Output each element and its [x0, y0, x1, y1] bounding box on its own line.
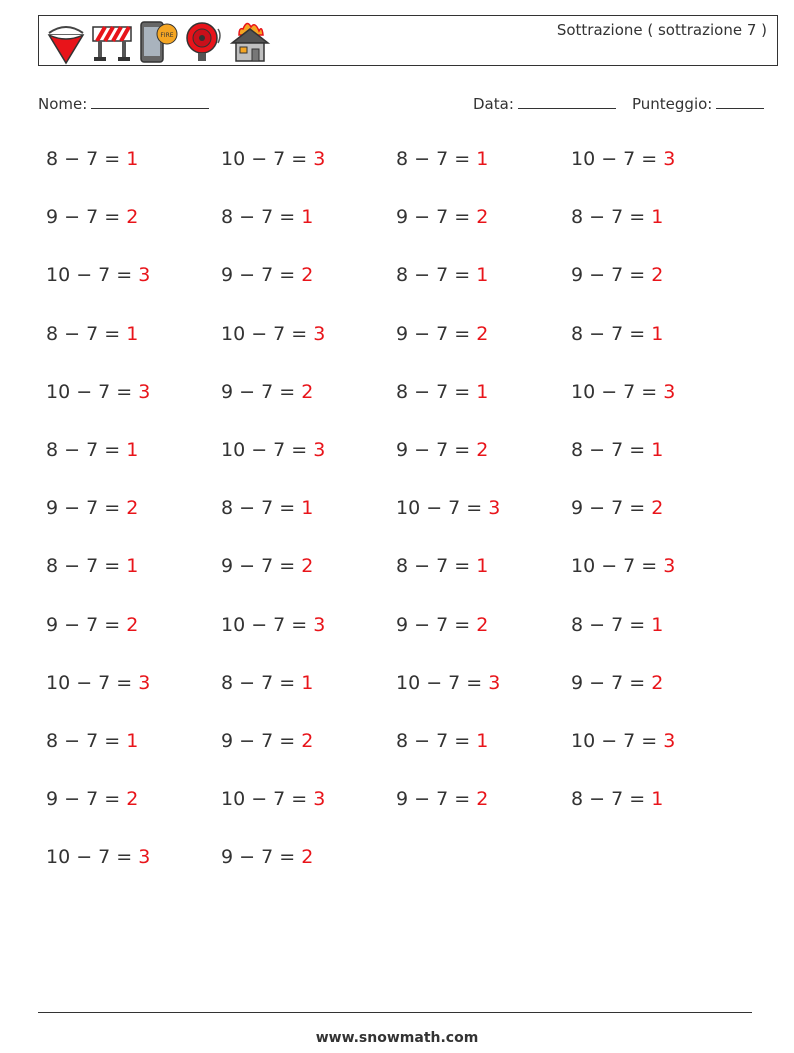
problem-answer: 2 [476, 614, 489, 636]
problem-item [221, 206, 313, 228]
problem-item [396, 381, 488, 403]
problem-answer: 1 [476, 555, 489, 577]
problem-question: 9 − 7 = [221, 381, 296, 403]
worksheet-title: Sottrazione ( sottrazione 7 ) [556, 21, 767, 39]
problem-question: 10 − 7 = [571, 555, 658, 577]
problem-answer: 3 [313, 614, 326, 636]
problem-answer: 1 [301, 206, 314, 228]
problem-question: 8 − 7 = [396, 555, 471, 577]
name-field [38, 94, 209, 113]
problem-question: 10 − 7 = [46, 264, 133, 286]
problem-question: 10 − 7 = [571, 148, 658, 170]
problem-answer: 1 [651, 206, 664, 228]
problem-question: 8 − 7 = [396, 264, 471, 286]
problem-item [46, 381, 150, 403]
problem-item [396, 730, 488, 752]
problem-item [396, 555, 488, 577]
problem-question: 10 − 7 = [396, 497, 483, 519]
problem-question: 8 − 7 = [221, 206, 296, 228]
problem-item [46, 788, 138, 810]
problem-answer: 2 [126, 497, 139, 519]
problem-question: 10 − 7 = [46, 672, 133, 694]
problem-answer: 3 [313, 788, 326, 810]
problem-item [571, 730, 675, 752]
problem-answer: 3 [663, 555, 676, 577]
problem-question: 8 − 7 = [46, 439, 121, 461]
problem-item [46, 264, 150, 286]
problem-item [571, 381, 675, 403]
problem-item [571, 672, 663, 694]
problem-question: 8 − 7 = [571, 206, 646, 228]
header-icons [45, 19, 271, 65]
problem-item [571, 497, 663, 519]
problem-question: 9 − 7 = [46, 206, 121, 228]
phone-badge-text: FIRE [160, 32, 174, 39]
problem-answer: 1 [651, 788, 664, 810]
problem-answer: 1 [126, 555, 139, 577]
problem-answer: 2 [126, 614, 139, 636]
problem-item [396, 788, 488, 810]
problem-question: 8 − 7 = [396, 148, 471, 170]
problem-answer: 1 [301, 672, 314, 694]
problem-question: 9 − 7 = [571, 672, 646, 694]
problem-answer: 1 [651, 614, 664, 636]
problem-question: 8 − 7 = [46, 148, 121, 170]
problem-answer: 2 [476, 788, 489, 810]
problem-answer: 3 [663, 730, 676, 752]
problem-item [46, 323, 138, 345]
problem-item [46, 439, 138, 461]
problem-answer: 1 [126, 148, 139, 170]
problem-item [571, 323, 663, 345]
phone-fire-alert-icon [137, 19, 179, 65]
problem-item [396, 439, 488, 461]
problem-answer: 3 [663, 148, 676, 170]
problem-answer: 1 [126, 730, 139, 752]
problem-question: 9 − 7 = [396, 614, 471, 636]
problem-question: 9 − 7 = [46, 614, 121, 636]
problem-question: 8 − 7 = [571, 439, 646, 461]
problem-answer: 2 [476, 206, 489, 228]
problem-item [46, 846, 150, 868]
problem-question: 8 − 7 = [396, 730, 471, 752]
problem-answer: 3 [663, 381, 676, 403]
problem-item [46, 497, 138, 519]
problem-answer: 3 [313, 323, 326, 345]
problem-item [396, 614, 488, 636]
problem-answer: 1 [476, 381, 489, 403]
problem-question: 10 − 7 = [46, 846, 133, 868]
problem-item [396, 323, 488, 345]
problem-item [396, 148, 488, 170]
problem-item [46, 672, 150, 694]
problem-answer: 3 [488, 497, 501, 519]
problem-question: 10 − 7 = [221, 439, 308, 461]
problem-item [46, 555, 138, 577]
problem-question: 8 − 7 = [221, 672, 296, 694]
problem-item [221, 439, 325, 461]
problem-question: 8 − 7 = [221, 497, 296, 519]
problem-question: 10 − 7 = [571, 381, 658, 403]
problem-answer: 3 [138, 264, 151, 286]
problem-answer: 3 [313, 439, 326, 461]
problem-answer: 3 [488, 672, 501, 694]
date-field [473, 94, 616, 113]
problem-answer: 1 [651, 323, 664, 345]
problem-question: 10 − 7 = [46, 381, 133, 403]
date-label: Data: [473, 95, 514, 113]
problem-answer: 2 [126, 788, 139, 810]
worksheet-header [38, 15, 778, 66]
problem-answer: 2 [476, 439, 489, 461]
problem-item [221, 788, 325, 810]
problem-item [571, 264, 663, 286]
problem-question: 9 − 7 = [571, 497, 646, 519]
problem-question: 10 − 7 = [396, 672, 483, 694]
problem-answer: 2 [126, 206, 139, 228]
problem-answer: 1 [476, 730, 489, 752]
road-barrier-icon [91, 19, 133, 65]
problem-question: 10 − 7 = [221, 148, 308, 170]
problem-item [46, 148, 138, 170]
problem-question: 9 − 7 = [46, 788, 121, 810]
problem-item [571, 788, 663, 810]
problem-question: 10 − 7 = [571, 730, 658, 752]
problem-answer: 3 [138, 846, 151, 868]
score-field [632, 94, 764, 113]
date-blank [518, 94, 616, 109]
score-label: Punteggio: [632, 95, 713, 113]
problem-question: 9 − 7 = [221, 846, 296, 868]
problem-question: 10 − 7 = [221, 788, 308, 810]
problem-item [221, 148, 325, 170]
problem-item [221, 381, 313, 403]
problem-item [46, 206, 138, 228]
problem-item [221, 323, 325, 345]
problem-answer: 2 [651, 672, 664, 694]
problem-answer: 3 [313, 148, 326, 170]
problem-answer: 2 [301, 555, 314, 577]
footer-divider [38, 1012, 752, 1013]
problem-question: 8 − 7 = [571, 323, 646, 345]
problem-answer: 2 [301, 264, 314, 286]
problem-question: 9 − 7 = [571, 264, 646, 286]
score-blank [716, 94, 764, 109]
problem-item [396, 672, 500, 694]
problem-answer: 1 [126, 323, 139, 345]
name-label: Nome: [38, 95, 88, 113]
problem-item [396, 206, 488, 228]
problem-item [221, 555, 313, 577]
problem-question: 9 − 7 = [396, 788, 471, 810]
problem-item [46, 614, 138, 636]
problem-item [571, 555, 675, 577]
name-blank [91, 94, 209, 109]
problem-answer: 1 [476, 264, 489, 286]
problem-question: 8 − 7 = [571, 614, 646, 636]
problem-answer: 3 [138, 672, 151, 694]
fire-bucket-icon [45, 19, 87, 65]
problem-question: 8 − 7 = [46, 323, 121, 345]
problem-question: 9 − 7 = [396, 439, 471, 461]
problem-item [221, 264, 313, 286]
problem-question: 9 − 7 = [221, 555, 296, 577]
problem-item [221, 672, 313, 694]
problem-answer: 2 [301, 730, 314, 752]
problem-answer: 3 [138, 381, 151, 403]
problem-item [221, 846, 313, 868]
problem-answer: 1 [301, 497, 314, 519]
problem-item [571, 614, 663, 636]
problem-question: 10 − 7 = [221, 614, 308, 636]
problem-answer: 2 [301, 381, 314, 403]
problem-question: 9 − 7 = [221, 264, 296, 286]
problem-item [571, 148, 675, 170]
problem-item [221, 730, 313, 752]
problem-question: 8 − 7 = [571, 788, 646, 810]
problem-answer: 2 [301, 846, 314, 868]
problem-answer: 2 [476, 323, 489, 345]
problem-item [396, 264, 488, 286]
problem-question: 8 − 7 = [46, 730, 121, 752]
footer-url: www.snowmath.com [315, 1030, 479, 1046]
problem-answer: 2 [651, 264, 664, 286]
problem-question: 10 − 7 = [221, 323, 308, 345]
problem-item [46, 730, 138, 752]
problem-answer: 1 [651, 439, 664, 461]
problem-question: 8 − 7 = [46, 555, 121, 577]
problem-question: 9 − 7 = [46, 497, 121, 519]
problem-question: 9 − 7 = [221, 730, 296, 752]
problem-question: 9 − 7 = [396, 323, 471, 345]
fire-alarm-bell-icon [183, 19, 225, 65]
problem-item [571, 206, 663, 228]
problem-answer: 2 [651, 497, 664, 519]
problem-answer: 1 [126, 439, 139, 461]
problem-item [571, 439, 663, 461]
problem-item [396, 497, 500, 519]
problem-question: 8 − 7 = [396, 381, 471, 403]
problem-question: 9 − 7 = [396, 206, 471, 228]
problem-item [221, 497, 313, 519]
house-on-fire-icon [229, 19, 271, 65]
problem-item [221, 614, 325, 636]
problem-answer: 1 [476, 148, 489, 170]
